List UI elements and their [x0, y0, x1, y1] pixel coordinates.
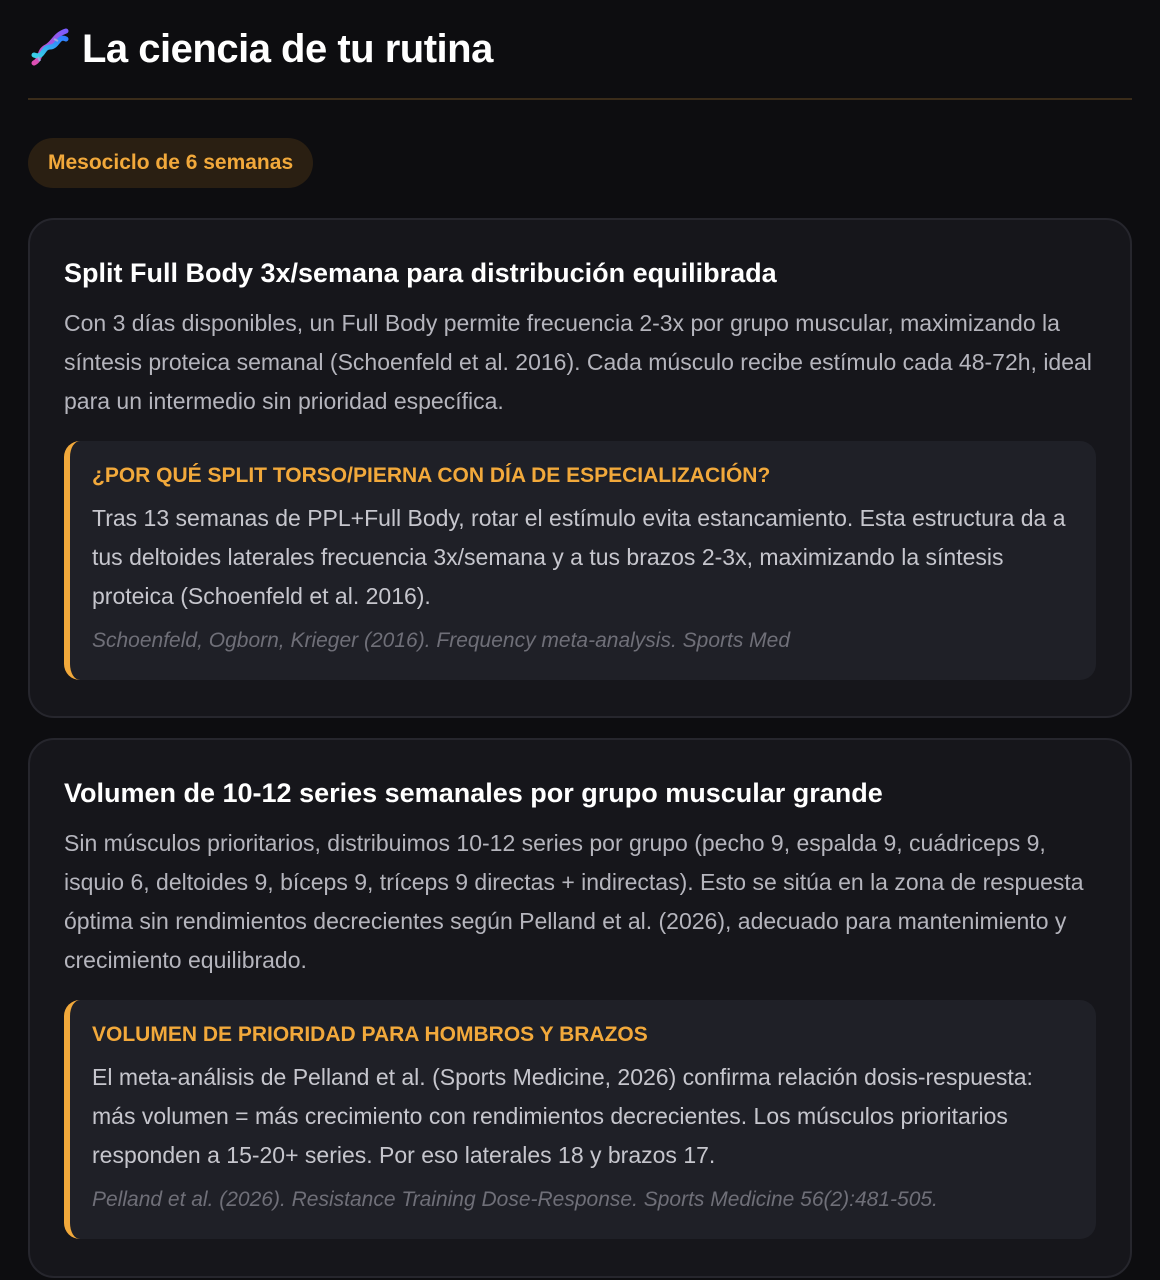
- callout: [64, 441, 1096, 680]
- dna-icon: [28, 25, 72, 69]
- mesocycle-badge: Mesociclo de 6 semanas: [28, 138, 313, 188]
- callout-title: VOLUMEN DE PRIORIDAD PARA HOMBROS Y BRAZOS: [92, 1023, 648, 1046]
- card-title: Volumen de 10-12 series semanales por grupo muscular grande: [64, 778, 883, 808]
- page-header: [28, 0, 1132, 100]
- callout-body: Tras 13 semanas de PPL+Full Body, rotar el estímulo evita estancamiento. Esta estructura da a tus deltoides laterales frecuencia 3x/semana y a tus brazos 2-3x, maximizando la síntesis proteica (Schoenfeld et al. 2016).: [92, 505, 1066, 609]
- card-title: Split Full Body 3x/semana para distribución equilibrada: [64, 258, 777, 288]
- science-card: [28, 218, 1132, 718]
- callout-title: ¿POR QUÉ SPLIT TORSO/PIERNA CON DÍA DE ESPECIALIZACIÓN?: [92, 464, 771, 487]
- callout: [64, 1000, 1096, 1239]
- callout-body: El meta-análisis de Pelland et al. (Sports Medicine, 2026) confirma relación dosis-respuesta: más volumen = más crecimiento con rendimientos decrecientes. Los músculos prioritarios responden a 15-20+ series. Por eso laterales 18 y brazos 17.: [92, 1064, 1033, 1168]
- callout-reference: Schoenfeld, Ogborn, Krieger (2016). Frequency meta-analysis. Sports Med: [92, 629, 791, 652]
- card-body: Sin músculos prioritarios, distribuimos 10-12 series por grupo (pecho 9, espalda 9, cuádriceps 9, isquio 6, deltoides 9, bíceps 9, tríceps 9 directas + indirectas). Esto se sitúa en la zona de respuesta óptima sin rendimientos decrecientes según Pelland et al. (2026), adecuado para mantenimiento y crecimiento equilibrado.: [64, 830, 1084, 973]
- page-title: La ciencia de tu rutina: [82, 26, 493, 71]
- science-card: [28, 738, 1132, 1278]
- callout-reference: Pelland et al. (2026). Resistance Training Dose-Response. Sports Medicine 56(2):481-505.: [92, 1188, 938, 1211]
- card-body: Con 3 días disponibles, un Full Body permite frecuencia 2-3x por grupo muscular, maximizando la síntesis proteica semanal (Schoenfeld et al. 2016). Cada músculo recibe estímulo cada 48-72h, ideal para un intermedio sin prioridad específica.: [64, 310, 1092, 414]
